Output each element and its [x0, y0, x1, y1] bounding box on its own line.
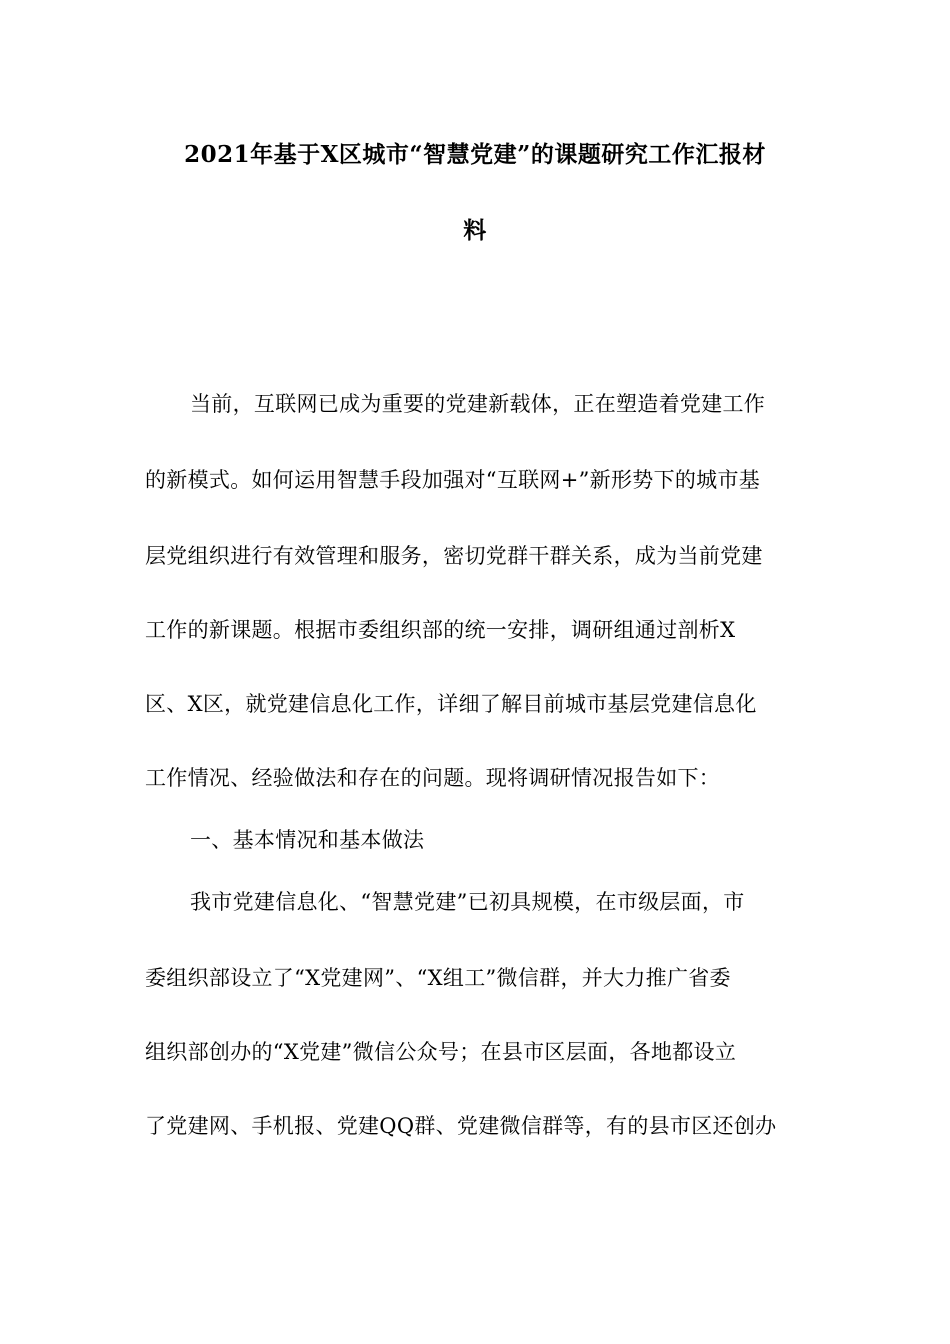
paragraph-line: 我市党建信息化、“智慧党建”已初具规模，在市级层面，市 — [190, 890, 745, 914]
section-heading: 一、基本情况和基本做法 — [190, 828, 425, 852]
paragraph-line: 的新模式。如何运用智慧手段加强对“互联网+”新形势下的城市基 — [145, 468, 761, 492]
paragraph-line: 工作情况、经验做法和存在的问题。现将调研情况报告如下： — [145, 766, 721, 790]
paragraph-line: 当前，互联网已成为重要的党建新载体，正在塑造着党建工作 — [190, 392, 766, 416]
paragraph-line: 工作的新课题。根据市委组织部的统一安排，调研组通过剖析X — [145, 618, 736, 642]
paragraph-line: 了党建网、手机报、党建QQ群、党建微信群等，有的县市区还创办 — [145, 1114, 777, 1138]
document-title-line-2: 料 — [463, 217, 487, 244]
paragraph-line: 组织部创办的“X党建”微信公众号；在县市区层面，各地都设立 — [145, 1040, 737, 1064]
paragraph-line: 委组织部设立了“X党建网”、“X组工”微信群，并大力推广省委 — [145, 966, 731, 990]
document-title-line-1: 2021年基于X区城市“智慧党建”的课题研究工作汇报材 — [184, 141, 766, 168]
paragraph-line: 层党组织进行有效管理和服务，密切党群干群关系，成为当前党建 — [145, 544, 763, 568]
paragraph-line: 区、X区，就党建信息化工作，详细了解目前城市基层党建信息化 — [145, 692, 757, 716]
